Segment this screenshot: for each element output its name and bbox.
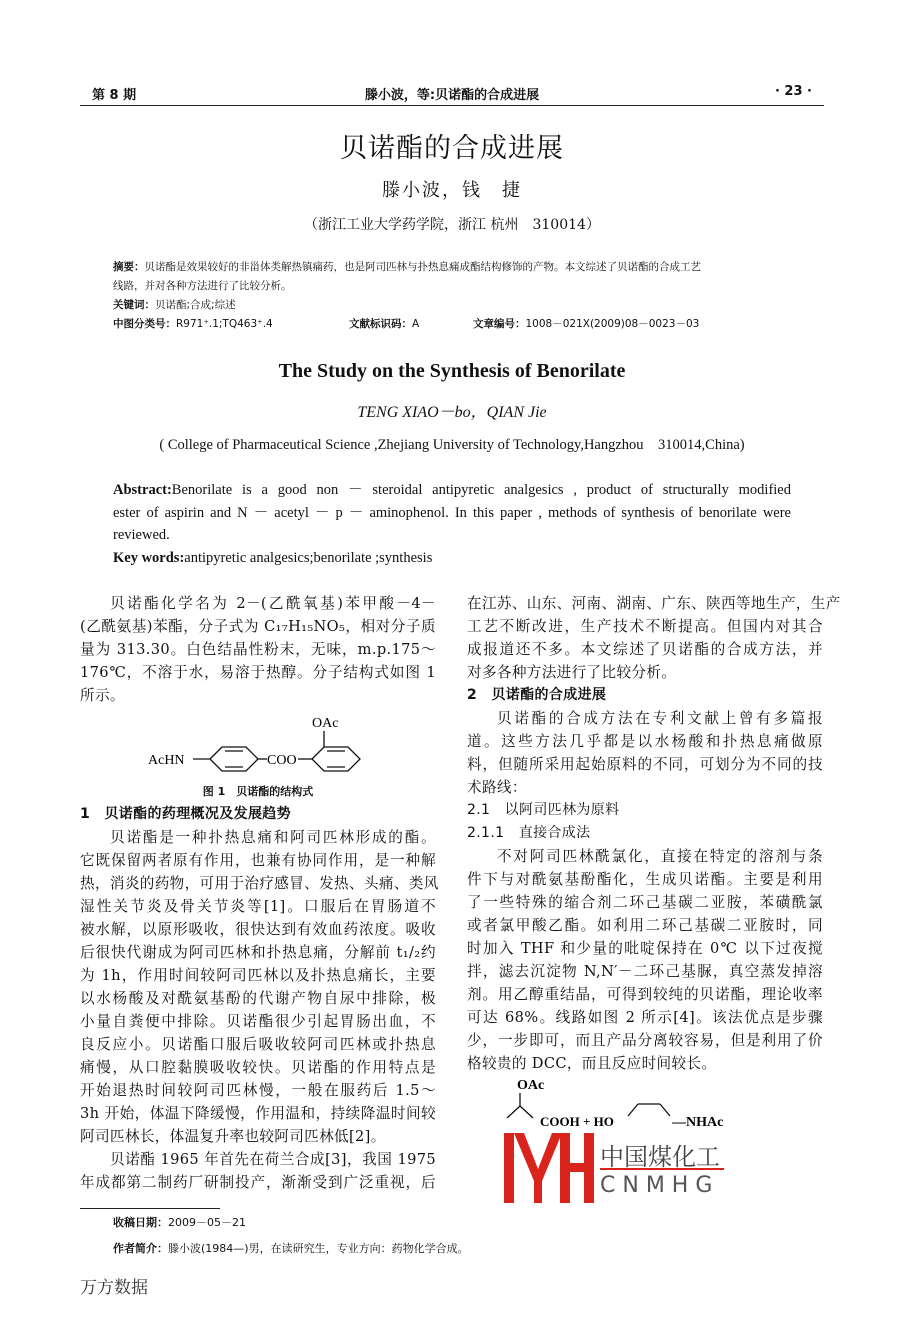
text-line: 为 1h，作用时间较阿司匹林以及扑热息痛长，主要 (80, 967, 436, 984)
figure-2 (500, 1076, 800, 1206)
page-number: · 23 · (774, 84, 812, 99)
abstract-en (113, 479, 791, 569)
text-line: 贝诺酯是一种扑热息痛和阿司匹林形成的酯。 (110, 829, 436, 846)
bio-value: 滕小波(1984—)男，在读研究生，专业方向：药物化学合成。 (168, 1242, 469, 1255)
abstract-en-label: Abstract: (113, 482, 172, 498)
issue-number: 第 8 期 (92, 88, 137, 103)
article-no-label: 文章编号： (473, 318, 526, 330)
right-column (467, 592, 841, 1075)
author-bio (113, 1239, 469, 1258)
text-line: 拌，滤去沉淀物 N,N′－二环己基脲，真空蒸发掉溶 (467, 963, 823, 980)
clc-label: 中图分类号： (113, 318, 176, 330)
oac-label: OAc (517, 1078, 545, 1093)
achn-label: AcHN (148, 753, 185, 768)
text-line: 或者氯甲酸乙酯。如利用二环己基碳二亚胺时，同 (467, 917, 823, 934)
text-line: 湿性关节炎及骨关节炎等[1]。口服后在胃肠道不 (80, 898, 436, 915)
text-line: 术路线： (467, 779, 527, 796)
text-line: 贝诺酯 1965 年首先在荷兰合成[3]，我国 1975 (110, 1151, 436, 1168)
text-line: 料，但随所采用起始原料的不同，可划分为不同的技 (467, 756, 823, 773)
english-authors: TENG XIAO－bo，QIAN Jie (357, 404, 547, 421)
text-line: 剂。用乙醇重结晶，可得到较纯的贝诺酯，理论收率 (467, 986, 823, 1003)
abstract-en-line: reviewed. (113, 527, 170, 543)
text-line: 不对阿司匹林酰氯化，直接在特定的溶剂与条 (497, 848, 823, 865)
figure-2-structure (500, 1076, 800, 1132)
received-value: 2009－05－21 (168, 1216, 246, 1229)
keywords-label: 关键词： (113, 299, 155, 311)
text-line: 了一些特殊的缩合剂二环己基碳二亚胺，苯磺酰氯 (467, 894, 823, 911)
text-line: 时加入 THF 和少量的吡啶保持在 0℃ 以下过夜搅 (467, 940, 823, 957)
text-line: 小量自粪便中排除。贝诺酯很少引起胃肠出血，不 (80, 1013, 436, 1030)
text-line: 良反应小。贝诺酯口服后吸收较阿司匹林或扑热息 (80, 1036, 436, 1053)
text-line: 可达 68%。线路如图 2 所示[4]。该法优点是步骤 (467, 1009, 823, 1026)
text-line: 量为 313.30。白色结晶性粉末，无味，m.p.175～ (80, 641, 436, 658)
oac-label: OAc (312, 716, 339, 731)
benorilate-structure (80, 707, 436, 787)
header-rule (80, 105, 824, 106)
abstract-en-line: ester of aspirin and N － acetyl － p － aminophenol. In this paper , methods of synthesis of benorilate were (113, 504, 791, 521)
text-line: 开始退热时间较阿司匹林慢，一般在服药后 1.5～ (80, 1082, 436, 1099)
article-no-value: 1008－021X(2009)08－0023－03 (525, 318, 700, 330)
nhac-label: —NHAc (672, 1115, 724, 1130)
coo-label: COO (267, 753, 297, 768)
text-line: 3h 开始，体温下降缓慢，作用温和，持续降温时间较 (80, 1105, 436, 1122)
text-line: 道。这些方法几乎都是以水杨酸和扑热息痛做原 (467, 733, 823, 750)
keywords-en: antipyretic analgesics;benorilate ;synthesis (184, 549, 433, 566)
text-line: 在江苏、山东、河南、湖南、广东、陕西等地生产，生产 (467, 595, 841, 612)
text-line: 对多各种方法进行了比较分析。 (467, 664, 677, 681)
text-line: (乙酰氨基)苯酯，分子式为 C₁₇H₁₅NO₅，相对分子质 (80, 618, 436, 635)
doc-code-label: 文献标识码： (349, 318, 412, 330)
watermark-cn: 中国煤化工 (600, 1143, 720, 1171)
keywords-en-label: Key words: (113, 549, 185, 566)
text-line: 少，一步即可，而且产品分离较容易，但是利用了价 (467, 1032, 823, 1049)
text-line: 贝诺酯的合成方法在专利文献上曾有多篇报 (497, 710, 823, 727)
section-heading-1: 1 贝诺酯的药理概况及发展趋势 (80, 806, 291, 822)
figure-1 (80, 707, 436, 803)
watermark-divider (600, 1168, 724, 1170)
abstract-line: 贝诺酯是效果较好的非甾体类解热镇痛药，也是阿司匹林与扑热息痛成酯结构修饰的产物。本文综述了贝诺酯的合成工艺 (144, 261, 701, 273)
bio-label: 作者简介： (113, 1242, 168, 1255)
abstract-en-line: Benorilate is a good non － steroidal antipyretic analgesics , product of structurally modified (171, 482, 791, 498)
affiliation: （浙江工业大学药学院，浙江 杭州 310014） (304, 217, 600, 233)
abstract-cn (113, 258, 803, 334)
received-date (113, 1213, 246, 1232)
text-line: 成报道还不多。本文综述了贝诺酯的合成方法，并 (467, 641, 823, 658)
abstract-label: 摘要： (113, 261, 145, 273)
source-mark: 万方数据 (80, 1278, 148, 1298)
watermark-en: CNMHG (600, 1173, 720, 1198)
running-title: 滕小波，等:贝诺酯的合成进展 (364, 88, 540, 103)
watermark-logo (500, 1133, 800, 1205)
left-column (80, 592, 439, 1194)
text-line: 以水杨酸及对酰氨基酚的代谢产物自尿中排除，极 (80, 990, 436, 1007)
cnmhg-logo-icon (504, 1133, 599, 1205)
received-label: 收稿日期： (113, 1216, 168, 1229)
text-line: 贝诺酯化学名为 2－(乙酰氧基)苯甲酸－4－ (110, 595, 436, 612)
text-line: 件下与对酰氨基酚酯化，生成贝诺酯。主要是利用 (467, 871, 823, 888)
reagent-text: COOH + HO (540, 1114, 614, 1129)
english-title: The Study on the Synthesis of Benorilate (278, 360, 626, 382)
clc-value: R971⁺.1;TQ463⁺.4 (176, 318, 273, 330)
text-line: 176℃，不溶于水，易溶于热醇。分子结构式如图 1 (80, 664, 436, 681)
keywords-cn: 贝诺酯;合成;综述 (155, 299, 236, 311)
english-affiliation: ( College of Pharmaceutical Science ,Zhejiang University of Technology,Hangzhou 310014,China) (159, 437, 745, 453)
text-line: 所示。 (80, 687, 125, 704)
text-line: 被水解，以原形吸收，很快达到有效血药浓度。吸收 (80, 921, 436, 938)
text-line: 年成都第二制药厂研制投产，渐渐受到广泛重视，后 (80, 1174, 436, 1191)
figure-1-caption: 图 1 贝诺酯的结构式 (202, 785, 314, 798)
text-line: 痛慢，从口腔黏膜吸收较快。贝诺酯的作用特点是 (80, 1059, 436, 1076)
text-line: 热，消炎的药物，可用于治疗感冒、发热、头痛、类风 (80, 875, 439, 892)
text-line: 后很快代谢成为阿司匹林和扑热息痛，分解前 t₁/₂约 (80, 944, 436, 961)
text-line: 格较贵的 DCC，而且反应时间较长。 (467, 1055, 717, 1072)
section-heading-2: 2 贝诺酯的合成进展 (467, 687, 607, 703)
section-heading-2-1-1: 2.1.1 直接合成法 (467, 825, 591, 841)
abstract-line: 线路，并对各种方法进行了比较分析。 (113, 280, 292, 292)
text-line: 它既保留两者原有作用，也兼有协同作用，是一种解 (80, 852, 436, 869)
text-line: 阿司匹林长，体温复升率也较阿司匹林低[2]。 (80, 1128, 386, 1145)
authors: 滕小波，钱 捷 (382, 180, 522, 201)
paper-title: 贝诺酯的合成进展 (340, 133, 564, 164)
text-line: 工艺不断改进，生产技术不断提高。但国内对其合 (467, 618, 823, 635)
doc-code-value: A (412, 318, 420, 330)
footnote-rule (80, 1208, 220, 1209)
section-heading-2-1: 2.1 以阿司匹林为原料 (467, 802, 620, 818)
